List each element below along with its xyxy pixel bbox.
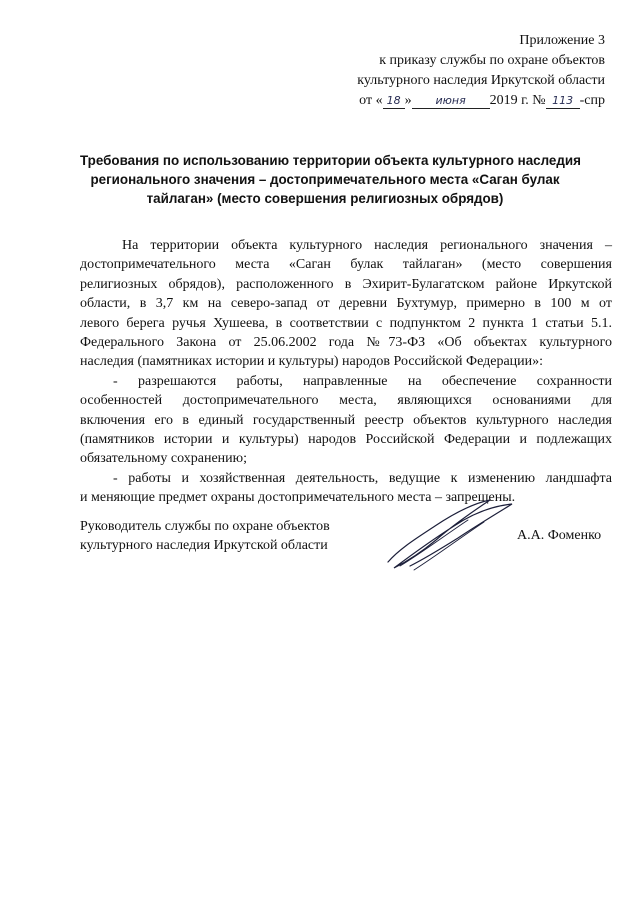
- document-body: [80, 236, 612, 508]
- order-number-handwritten: 113: [546, 94, 580, 109]
- body-line: наследия (памятниках истории и культуры) народов Российской Федерации»:: [80, 354, 544, 370]
- handwritten-signature: [380, 496, 520, 576]
- order-day-handwritten: 18: [383, 94, 405, 109]
- body-line: (памятников истории и культуры) народов Российской Федерации и подлежащих: [80, 432, 612, 448]
- body-line: особенностей достопримечательного места, являющихся основаниями для: [80, 393, 612, 409]
- body-line: На территории объекта культурного наследия регионального значения –: [122, 238, 612, 253]
- document-title: [80, 151, 581, 208]
- order-date-number: [357, 91, 605, 111]
- order-number-suffix: -спр: [579, 93, 605, 108]
- title-line: тайлаган» (место совершения религиозных обрядов): [146, 191, 504, 206]
- signature-block: [80, 517, 620, 555]
- order-year-text: 2019 г. №: [489, 93, 546, 108]
- title-line: Требования по использованию территории объекта культурного наследия: [80, 153, 581, 168]
- body-line: и меняющие предмет охраны достопримечательного места – запрещены.: [80, 490, 516, 506]
- body-line: религиозных обрядов), расположенного в Эхирит-Булагатском районе Иркутской: [80, 276, 612, 292]
- order-reference-line: к приказу службы по охране объектов: [379, 53, 605, 68]
- order-date-mid: »: [404, 93, 412, 108]
- title-line: регионального значения – достопримечательного места «Саган булак: [90, 172, 560, 187]
- appendix-header: [357, 31, 605, 111]
- body-line: Федерального Закона от 25.06.2002 года №73-ФЗ «Об объектах культурного: [80, 335, 612, 351]
- signer-position-line: Руководитель службы по охране объектов: [80, 519, 330, 534]
- signer-name: А.А. Фоменко: [517, 528, 602, 543]
- body-line: левого берега ручья Хушеева, в соответствии с подпунктом 2 пункта 1 статьи 5.1.: [80, 315, 612, 331]
- list-item-permitted: - разрешаются работы, направленные на обеспечение сохранности: [113, 373, 612, 389]
- body-line: области, в 3,7 км на северо-запад от деревни Бухтумур, примерно в 100 м от: [80, 296, 612, 312]
- order-issuer-line: культурного наследия Иркутской области: [357, 73, 605, 88]
- body-line: включения его в единый государственный реестр объектов культурного наследия: [80, 412, 612, 428]
- body-line: обязательному сохранению;: [80, 451, 248, 467]
- order-date-prefix: от «: [359, 93, 383, 108]
- signer-position-line: культурного наследия Иркутской области: [80, 538, 328, 553]
- list-item-prohibited: - работы и хозяйственная деятельность, ведущие к изменению ландшафта: [113, 470, 612, 486]
- body-line: достопримечательного места «Саган булак тайлаган» (место совершения: [80, 257, 612, 273]
- appendix-number: Приложение 3: [519, 33, 605, 48]
- order-month-handwritten: июня: [412, 94, 490, 109]
